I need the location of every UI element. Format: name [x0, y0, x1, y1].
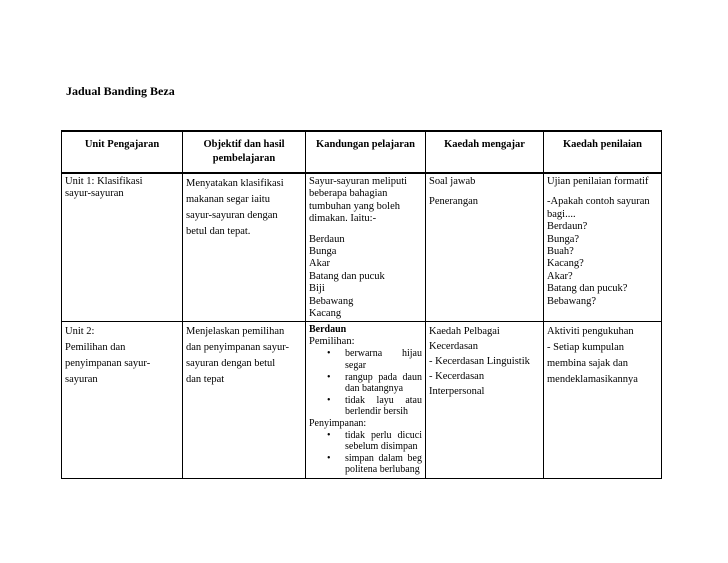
bullet-icon: •	[327, 452, 331, 464]
content-cell: Berdaun Pemilihan: • berwarna hijau segar • rangup pada daun dan batangnya • tidak layu atau berlendir bersih Penyimpanan: • tidak perlu dicuci sebelum disimpan • simpan dalam beg politena berlubang	[306, 322, 426, 479]
list-item: • tidak perlu dicuci sebelum disimpan	[327, 429, 422, 453]
list-item: • simpan dalam beg politena berlubang	[327, 452, 422, 476]
unit-cell: Unit 1: Klasifikasi sayur-sayuran	[62, 173, 183, 322]
list-item: • tidak layu atau berlendir bersih	[327, 394, 422, 418]
list-item: • rangup pada daun dan batangnya	[327, 371, 422, 395]
bullet-icon: •	[327, 429, 331, 441]
objective-cell: Menyatakan klasifikasi makanan segar iaitu sayur-sayuran dengan betul dan tepat.	[183, 173, 306, 322]
document-title: Jadual Banding Beza	[66, 84, 175, 98]
bullet-icon: •	[327, 371, 331, 383]
pemilihan-list	[309, 348, 422, 418]
objective-cell: Menjelaskan pemilihan dan penyimpanan sayur- sayuran dengan betul dan tepat	[183, 322, 306, 479]
header-row	[62, 131, 662, 173]
header-content: Kandungan pelajaran	[306, 131, 426, 173]
header-objective: Objektif dan hasil pembelajaran	[183, 131, 306, 173]
list-item: • berwarna hijau segar	[327, 348, 422, 372]
comparison-table	[61, 130, 662, 479]
assessment-cell: Ujian penilaian formatif -Apakah contoh sayuran bagi.... Berdaun? Bunga? Buah? Kacang? Akar? Batang dan pucuk? Bebawang?	[544, 173, 662, 322]
method-cell: Soal jawab Penerangan	[426, 173, 544, 322]
table-row	[62, 322, 662, 479]
header-method: Kaedah mengajar	[426, 131, 544, 173]
table-row	[62, 173, 662, 322]
header-unit: Unit Pengajaran	[62, 131, 183, 173]
content-cell: Sayur-sayuran meliputi beberapa bahagian tumbuhan yang boleh dimakan. Iaitu:- Berdaun Bunga Akar Batang dan pucuk Biji Bebawang Kacang	[306, 173, 426, 322]
bullet-icon: •	[327, 394, 331, 406]
method-cell: Kaedah Pelbagai Kecerdasan - Kecerdasan Linguistik - Kecerdasan Interpersonal	[426, 322, 544, 479]
content-heading: Berdaun	[309, 324, 347, 336]
header-assessment: Kaedah penilaian	[544, 131, 662, 173]
bullet-icon: •	[327, 348, 331, 360]
assessment-cell: Aktiviti pengukuhan - Setiap kumpulan membina sajak dan mendeklamasikannya	[544, 322, 662, 479]
penyimpanan-list	[309, 430, 422, 476]
unit-cell: Unit 2: Pemilihan dan penyimpanan sayur- sayuran	[62, 322, 183, 479]
